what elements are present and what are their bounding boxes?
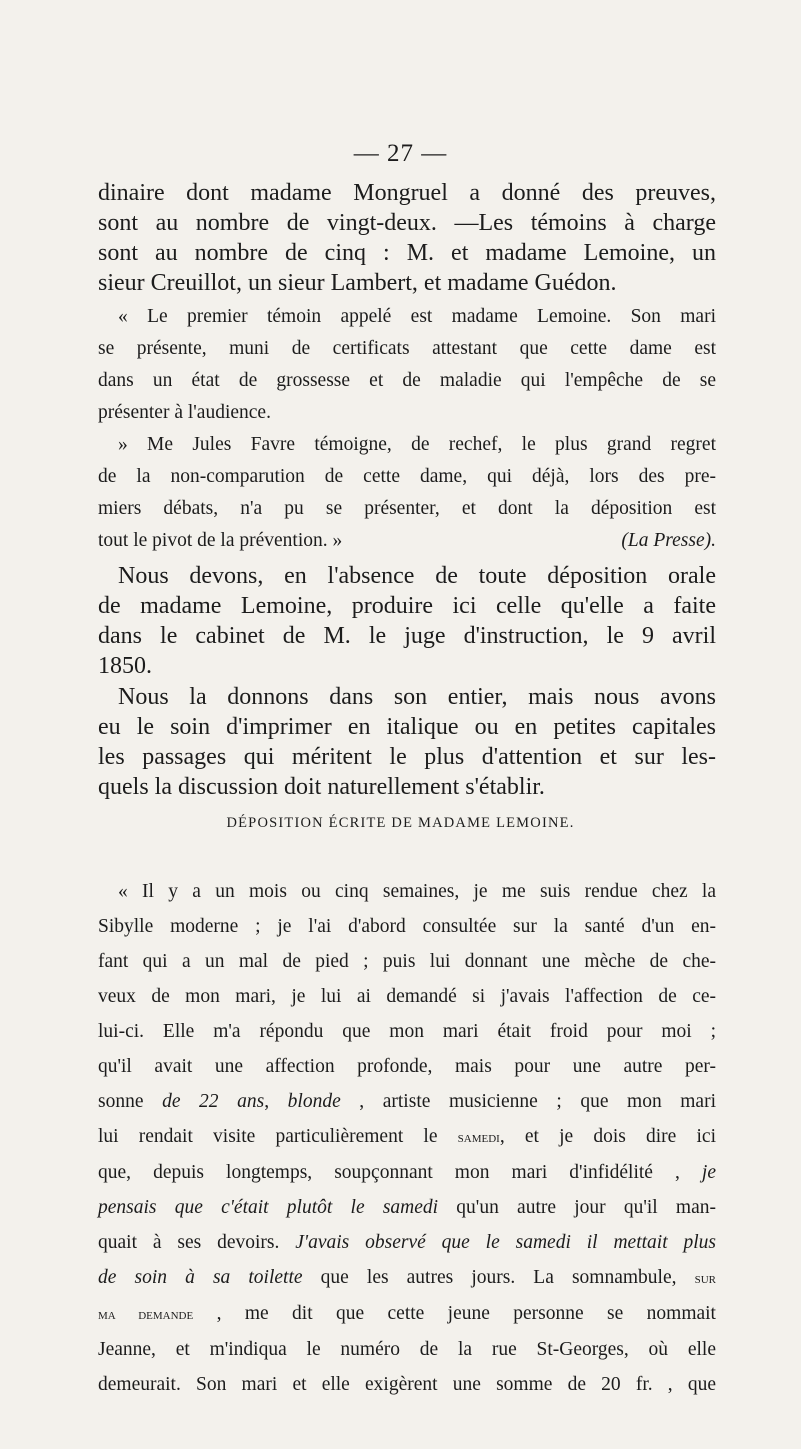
text-run: lui rendait visite particulièrement le (98, 1126, 458, 1147)
paragraph-2 (98, 682, 716, 802)
text-line (98, 1260, 716, 1296)
text-line: miers débats, n'a pu se présenter, et dont la déposition est (98, 498, 716, 519)
text-line: eu le soin d'imprimer en italique ou en petites capitales (98, 714, 716, 740)
text-line: lui-ci. Elle m'a répondu que mon mari était froid pour moi ; (98, 1021, 716, 1042)
text-line (98, 1084, 716, 1119)
text-line: dans un état de grossesse et de maladie qui l'empêche de se (98, 370, 716, 391)
text-line: 1850. (98, 653, 152, 679)
text-line: sieur Creuillot, un sieur Lambert, et madame Guédon. (98, 270, 617, 296)
italic-run: pensais que c'était plutôt le samedi (98, 1197, 439, 1218)
text-line: qu'il avait une affection profonde, mais pour une autre per- (98, 1056, 716, 1077)
press-quote (98, 301, 716, 557)
text-line: Sibylle moderne ; je l'ai d'abord consultée sur la santé d'un en- (98, 916, 716, 937)
text-line: se présente, muni de certificats attestant que cette dame est (98, 338, 716, 359)
text-run: sonne (98, 1091, 163, 1112)
text-run: , me dit que cette jeune personne se nommait (193, 1303, 716, 1324)
text-run: que, depuis longtemps, soupçonnant mon mari d'infidélité , (98, 1162, 702, 1183)
italic-run: J'avais observé que le samedi il mettait plus (295, 1232, 716, 1253)
intro-paragraph (98, 178, 716, 298)
text-line: sont au nombre de cinq : M. et madame Lemoine, un (98, 240, 716, 266)
text-run: qu'un autre jour qu'il man- (438, 1197, 716, 1218)
quote-last-line: tout le pivot de la prévention. » (98, 530, 343, 551)
text-run: que les autres jours. La somnambule, (302, 1267, 695, 1288)
italic-run: de soin à sa toilette (98, 1267, 303, 1288)
text-line: « Le premier témoin appelé est madame Lemoine. Son mari (118, 306, 716, 327)
text-line: présenter à l'audience. (98, 402, 271, 423)
text-line: dinaire dont madame Mongruel a donné des preuves, (98, 180, 716, 206)
text-run: , artiste musicienne ; que mon mari (340, 1091, 717, 1112)
text-line (98, 525, 716, 557)
text-line: les passages qui méritent le plus d'attention et sur les- (98, 744, 716, 770)
text-line (98, 1119, 716, 1155)
deposition-text (98, 874, 716, 1402)
text-line: de madame Lemoine, produire ici celle qu'elle a faite (98, 593, 716, 619)
text-run: quait à ses devoirs. (98, 1232, 296, 1253)
text-line: de la non-comparution de cette dame, qui déjà, lors des pre- (98, 466, 716, 487)
small-caps-run: sur (694, 1270, 716, 1287)
small-caps-run: samedi (457, 1129, 500, 1146)
text-line: demeurait. Son mari et elle exigèrent une somme de 20 fr. , que (98, 1374, 716, 1395)
text-line: sont au nombre de vingt-deux. —Les témoins à charge (98, 210, 716, 236)
text-line: » Me Jules Favre témoigne, de rechef, le plus grand regret (118, 434, 716, 455)
text-line: veux de mon mari, je lui ai demandé si j'avais l'affection de ce- (98, 986, 716, 1007)
italic-run: blonde (287, 1091, 341, 1112)
text-line (98, 1225, 716, 1260)
text-run: , (264, 1091, 288, 1112)
page-number: — 27 — (353, 140, 448, 167)
italic-run: je (701, 1162, 716, 1183)
text-line: Nous la donnons dans son entier, mais nous avons (118, 684, 716, 710)
quote-source: (La Presse). (621, 530, 716, 551)
text-line: fant qui a un mal de pied ; puis lui donnant une mèche de che- (98, 951, 716, 972)
text-line: « Il y a un mois ou cinq semaines, je me suis rendue chez la (118, 881, 716, 902)
text-line (98, 1155, 716, 1190)
text-line (98, 1296, 716, 1332)
text-line: quels la discussion doit naturellement s'établir. (98, 774, 545, 800)
text-run: , et je dois dire ici (499, 1126, 716, 1147)
italic-run: de 22 ans (162, 1091, 265, 1112)
section-heading: DÉPOSITION ÉCRITE DE MADAME LEMOINE. (226, 815, 575, 831)
text-line: Jeanne, et m'indiqua le numéro de la rue St-Georges, où elle (98, 1339, 716, 1360)
text-line: Nous devons, en l'absence de toute déposition orale (118, 563, 716, 589)
paragraph-1 (98, 561, 716, 681)
text-line: dans le cabinet de M. le juge d'instruction, le 9 avril (98, 623, 716, 649)
small-caps-run: ma demande (98, 1306, 194, 1323)
text-line (98, 1190, 716, 1225)
